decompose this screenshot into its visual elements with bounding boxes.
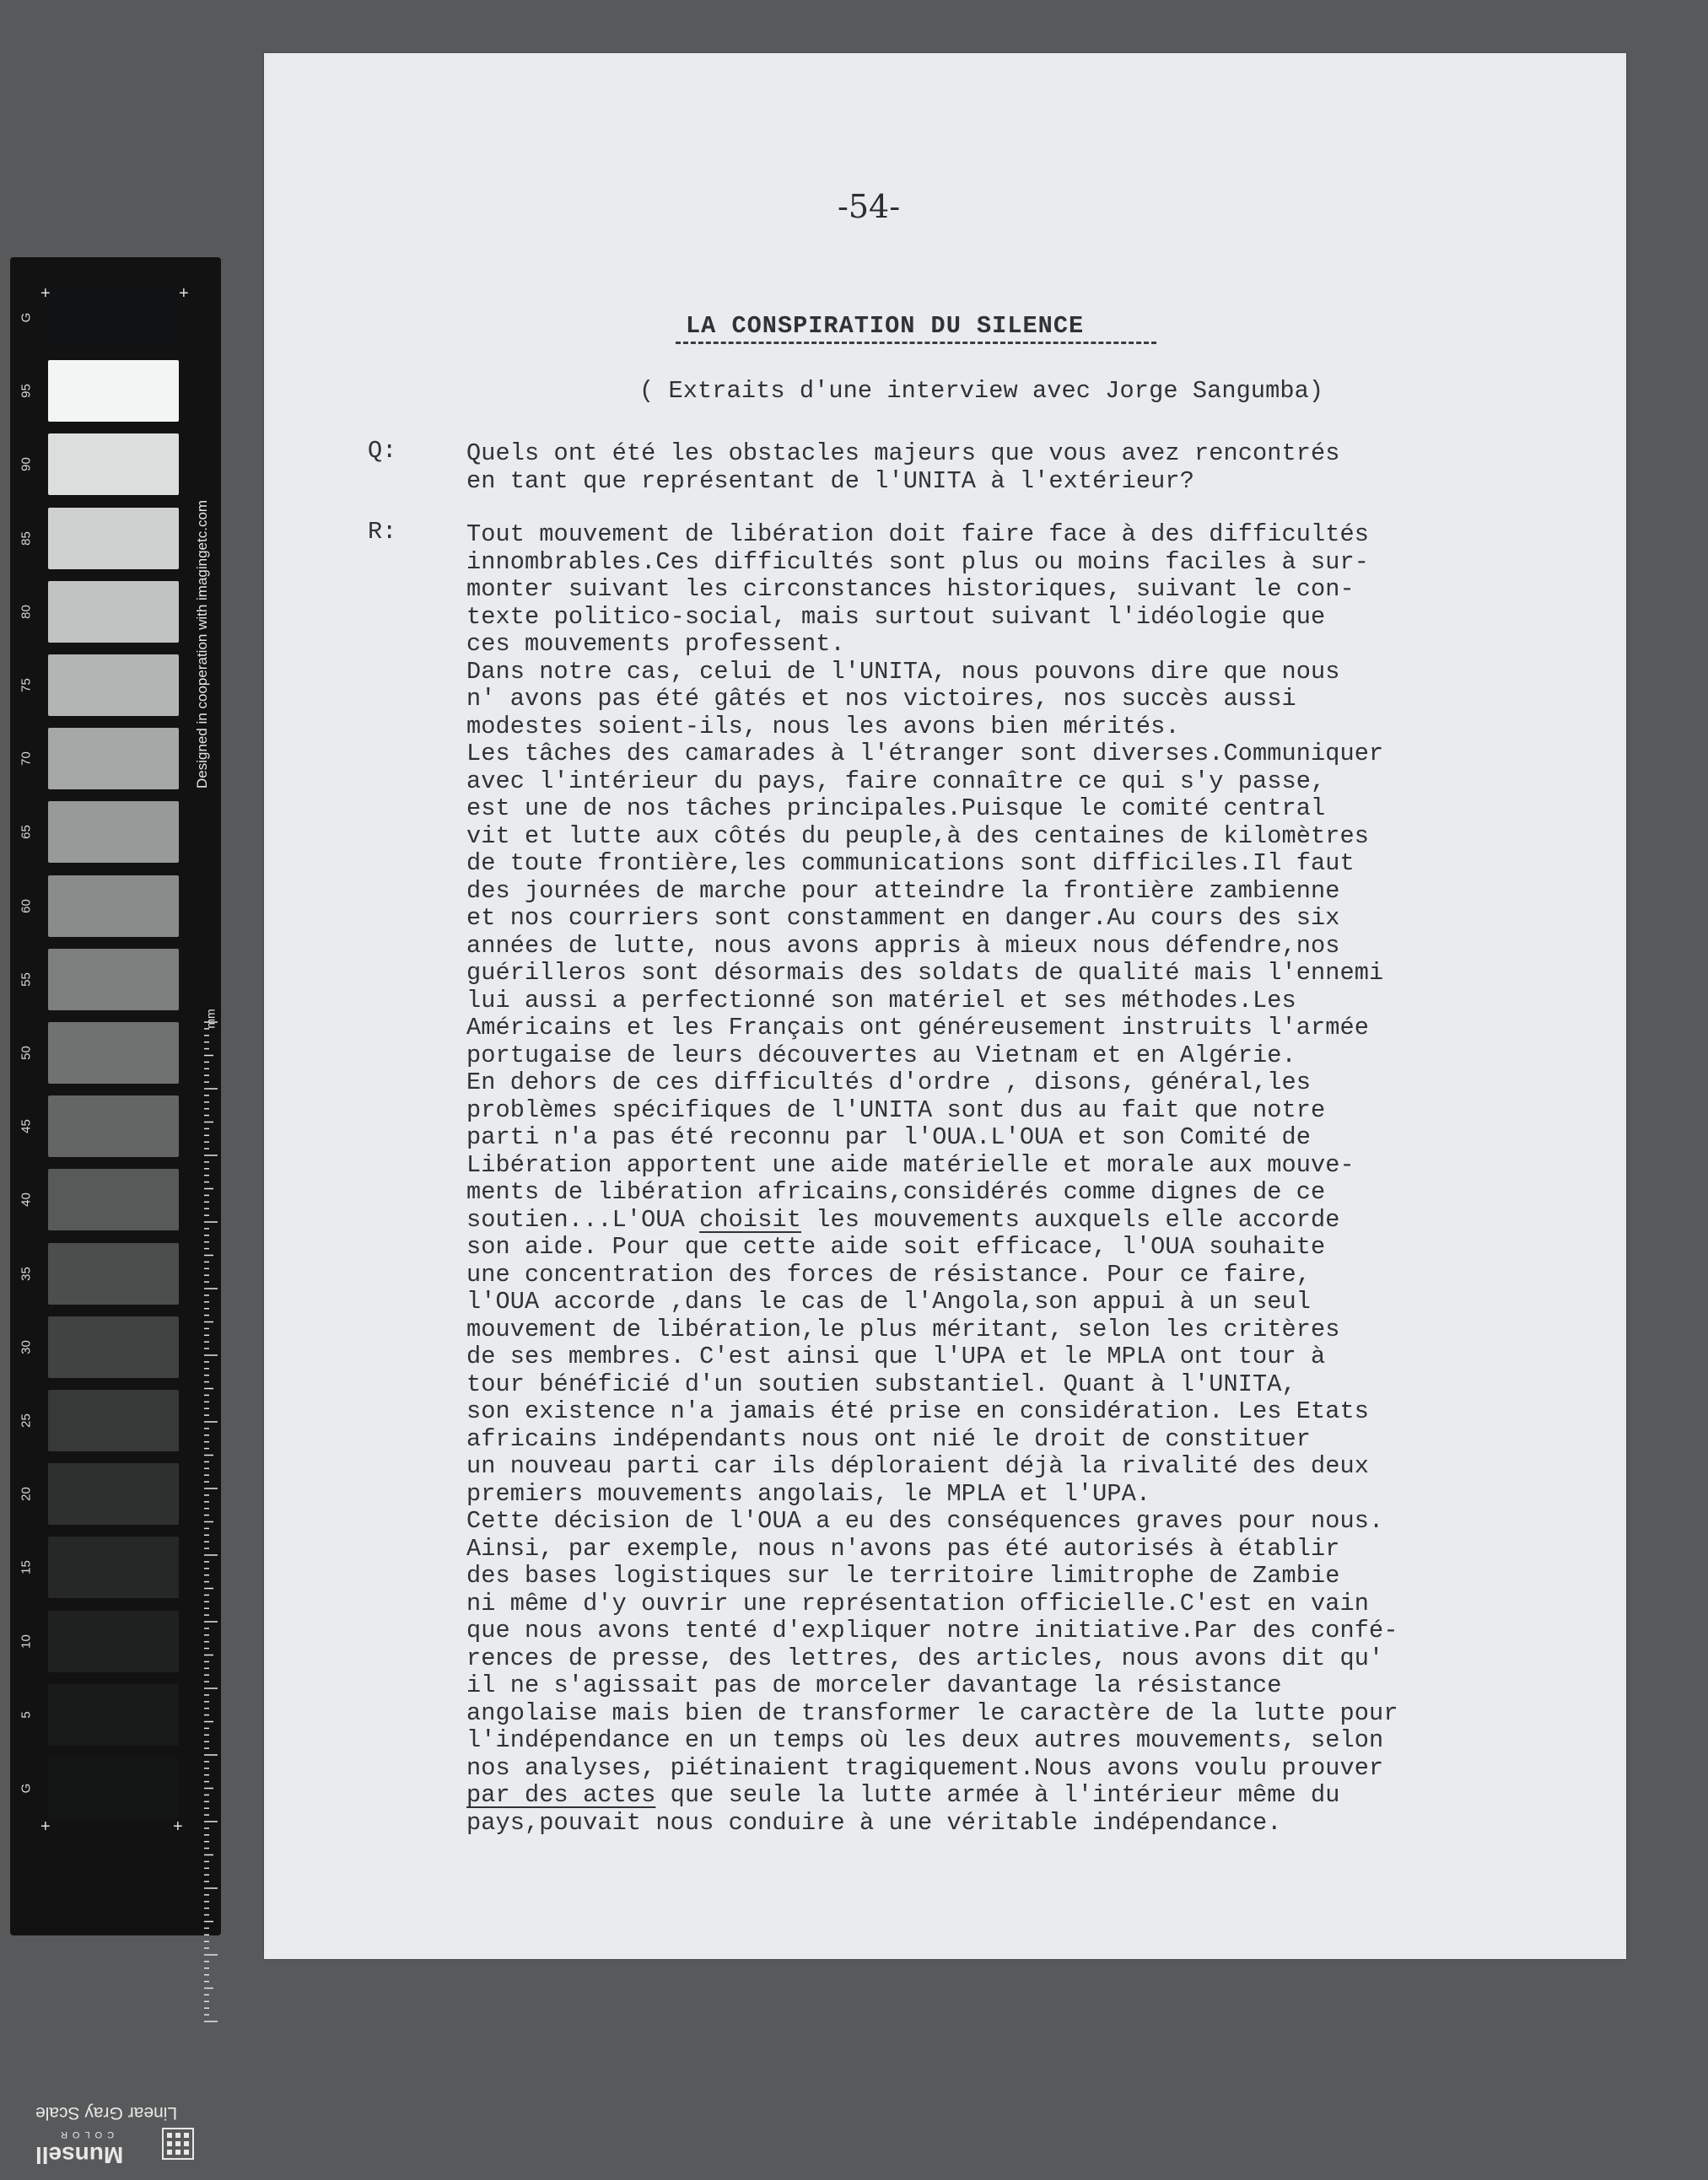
patch-label: 50 xyxy=(19,1046,34,1060)
patch-label: 60 xyxy=(19,898,34,913)
munsell-logo-icon xyxy=(162,2128,194,2160)
answer-line: modestes soient-ils, nous les avons bien mérités. xyxy=(466,712,1180,740)
answer-line: portugaise de leurs découvertes au Vietnam et en Algérie. xyxy=(466,1041,1296,1069)
answer-line: l'OUA accorde ,dans le cas de l'Angola,son appui à un seul xyxy=(466,1288,1312,1316)
gray-patch xyxy=(48,949,179,1010)
answer-line: angolaise mais bien de transformer le caractère de la lutte pour xyxy=(466,1698,1398,1727)
gray-patch xyxy=(48,1537,179,1598)
page-title: LA CONSPIRATION DU SILENCE xyxy=(686,312,1085,340)
patch-label: 20 xyxy=(19,1487,34,1502)
gray-patch xyxy=(48,1757,179,1819)
patch-label: 90 xyxy=(19,457,34,472)
answer-line: Ainsi, par exemple, nous n'avons pas été autorisés à établir xyxy=(466,1534,1340,1563)
answer-line: des journées de marche pour atteindre la frontière zambienne xyxy=(466,876,1340,905)
gray-patch xyxy=(48,875,179,937)
answer-line: que nous avons tenté d'expliquer notre initiative.Par des confé- xyxy=(466,1617,1398,1644)
answer-line: Cette décision de l'OUA a eu des conséquences graves pour nous. xyxy=(466,1507,1384,1535)
patch-label: 15 xyxy=(19,1560,34,1575)
patch-label: G xyxy=(19,312,34,323)
patch-label: 35 xyxy=(19,1266,34,1281)
gray-patch xyxy=(48,508,179,569)
page-number: -54- xyxy=(838,188,901,225)
answer-line: un nouveau parti car ils déploraient déjà la rivalité des deux xyxy=(466,1452,1370,1480)
answer-line: de toute frontière,les communications sont difficiles.Il faut xyxy=(466,849,1355,877)
answer-line: Libération apportent une aide matérielle et morale aux mouve- xyxy=(466,1150,1355,1179)
munsell-brand xyxy=(35,2104,204,2180)
gray-patch xyxy=(48,1316,179,1378)
answer-line: rences de presse, des lettres, des articles, nous avons dit qu' xyxy=(466,1644,1384,1672)
gray-patch xyxy=(48,1463,179,1525)
gray-patch xyxy=(48,1022,179,1084)
brand-sub: COLOR xyxy=(56,2129,115,2140)
answer-line: et nos courriers sont constamment en danger.Au cours des six xyxy=(466,904,1340,932)
registration-mark: + xyxy=(173,1817,183,1836)
patch-label: 45 xyxy=(19,1119,34,1134)
registration-mark: + xyxy=(40,1817,51,1836)
registration-mark: + xyxy=(179,284,189,303)
question-text: Quels ont été les obstacles majeurs que vous avez rencontrés en tant que représentant de l'UNITA à l'extérieur? xyxy=(466,439,1340,495)
patch-label: 70 xyxy=(19,751,34,767)
answer-line: monter suivant les circonstances historiques, suivant le con- xyxy=(466,575,1355,603)
registration-mark: + xyxy=(40,284,51,303)
underlined-text: par des actes xyxy=(466,1781,656,1809)
patch-label: 30 xyxy=(19,1339,34,1354)
answer-line: ces mouvements professent. xyxy=(466,630,845,658)
gray-patch xyxy=(48,287,179,348)
answer-line: il ne s'agissait pas de morceler davantage la résistance xyxy=(466,1671,1282,1699)
answer-body xyxy=(466,521,1398,1837)
answer-line: son aide. Pour que cette aide soit efficace, l'OUA souhaite xyxy=(466,1233,1326,1261)
patch-label: 10 xyxy=(19,1634,34,1649)
patch-label: 5 xyxy=(19,1711,34,1719)
answer-line: n' avons pas été gâtés et nos victoires, nos succès aussi xyxy=(466,685,1296,713)
answer-line: Tout mouvement de libération doit faire face à des difficultés xyxy=(466,520,1370,548)
gray-patch xyxy=(48,1169,179,1230)
patch-label: 65 xyxy=(19,825,34,840)
answer-line: ni même d'y ouvrir une représentation officielle.C'est en vain xyxy=(466,1589,1370,1618)
answer-line: une concentration des forces de résistance. Pour ce faire, xyxy=(466,1260,1312,1289)
answer-line: texte politico-social, mais surtout suivant l'idéologie que xyxy=(466,602,1326,631)
patch-label: 40 xyxy=(19,1192,34,1208)
answer-line: Les tâches des camarades à l'étranger sont diverses.Communiquer xyxy=(466,740,1384,767)
answer-line: premiers mouvements angolais, le MPLA et l'UPA. xyxy=(466,1479,1151,1508)
answer-line: Américains et les Français ont généreusement instruits l'armée xyxy=(466,1014,1370,1042)
patch-label: 25 xyxy=(19,1413,34,1428)
answer-line: mouvement de libération,le plus méritant, selon les critères xyxy=(466,1315,1340,1343)
gray-patch xyxy=(48,433,179,495)
gray-patch xyxy=(48,1095,179,1157)
gray-patch xyxy=(48,1611,179,1672)
patch-label: 75 xyxy=(19,678,34,692)
gray-scale-card: G 95 90 85 80 75 70 65 60 55 50 45 40 35 30 25 20 15 10 5 G + + + + Designed in cooperation with imagingetc.com mm Linear Gray Scale Munsell COLOR xyxy=(10,257,221,1935)
patch-label: 85 xyxy=(19,530,34,546)
answer-line: années de lutte, nous avons appris à mieux nous défendre,nos xyxy=(466,931,1340,960)
document-page xyxy=(264,53,1626,1959)
answer-line: Dans notre cas, celui de l'UNITA, nous pouvons dire que nous xyxy=(466,657,1340,686)
answer-line: pays,pouvait nous conduire à une véritable indépendance. xyxy=(466,1808,1282,1837)
scale-name: Linear Gray Scale xyxy=(35,2103,178,2123)
answer-line: ments de libération africains,considérés comme dignes de ce xyxy=(466,1178,1326,1206)
mm-ruler xyxy=(202,1020,219,2032)
answer-line: tour bénéficié d'un soutien substantiel. Quant à l'UNITA, xyxy=(466,1370,1296,1398)
patch-label: G xyxy=(19,1783,34,1794)
answer-line: son existence n'a jamais été prise en considération. Les Etats xyxy=(466,1397,1370,1425)
title-underline xyxy=(676,342,1156,344)
answer-line: nos analyses, piétinaient tragiquement.Nous avons voulu prouver xyxy=(466,1753,1384,1782)
answer-line: l'indépendance en un temps où les deux autres mouvements, selon xyxy=(466,1726,1384,1754)
patch-label: 80 xyxy=(19,604,34,619)
gray-patch xyxy=(48,801,179,863)
gray-patch xyxy=(48,728,179,789)
answer-line: africains indépendants nous ont nié le droit de constituer xyxy=(466,1424,1312,1453)
answer-line: par des actes que seule la lutte armée à l'intérieur même du xyxy=(466,1781,1340,1809)
gray-patch xyxy=(48,1390,179,1451)
gray-patch xyxy=(48,654,179,716)
answer-line: parti n'a pas été reconnu par l'OUA.L'OUA et son Comité de xyxy=(466,1123,1312,1151)
answer-line: soutien...L'OUA choisit les mouvements auxquels elle accorde xyxy=(466,1205,1340,1234)
underlined-text: choisit xyxy=(699,1205,801,1234)
gray-patch xyxy=(48,581,179,643)
answer-line: guérilleros sont désormais des soldats de qualité mais l'ennemi xyxy=(466,959,1384,987)
brand-name: Munsell xyxy=(35,2142,124,2168)
answer-line: vit et lutte aux côtés du peuple,à des centaines de kilomètres xyxy=(466,821,1370,850)
answer-line: En dehors de ces difficultés d'ordre , disons, général,les xyxy=(466,1068,1312,1096)
subtitle: ( Extraits d'une interview avec Jorge Sangumba) xyxy=(639,377,1324,405)
answer-line: de ses membres. C'est ainsi que l'UPA et le MPLA ont tour à xyxy=(466,1343,1326,1370)
answer-marker: R: xyxy=(368,518,397,546)
question-marker: Q: xyxy=(368,437,397,465)
answer-line: innombrables.Ces difficultés sont plus ou moins faciles à sur- xyxy=(466,547,1370,576)
patch-label: 95 xyxy=(19,384,34,399)
answer-line: avec l'intérieur du pays, faire connaître ce qui s'y passe, xyxy=(466,767,1326,795)
patch-label: 55 xyxy=(19,972,34,987)
gray-patch xyxy=(48,1243,179,1305)
answer-line: est une de nos tâches principales.Puisque le comité central xyxy=(466,794,1326,822)
answer-line: problèmes spécifiques de l'UNITA sont dus au fait que notre xyxy=(466,1095,1326,1124)
gray-patch xyxy=(48,1684,179,1746)
answer-line: lui aussi a perfectionné son matériel et ses méthodes.Les xyxy=(466,986,1296,1015)
gray-patch xyxy=(48,360,179,422)
answer-line: des bases logistiques sur le territoire limitrophe de Zambie xyxy=(466,1562,1340,1590)
mm-unit-label: mm xyxy=(203,1009,218,1029)
